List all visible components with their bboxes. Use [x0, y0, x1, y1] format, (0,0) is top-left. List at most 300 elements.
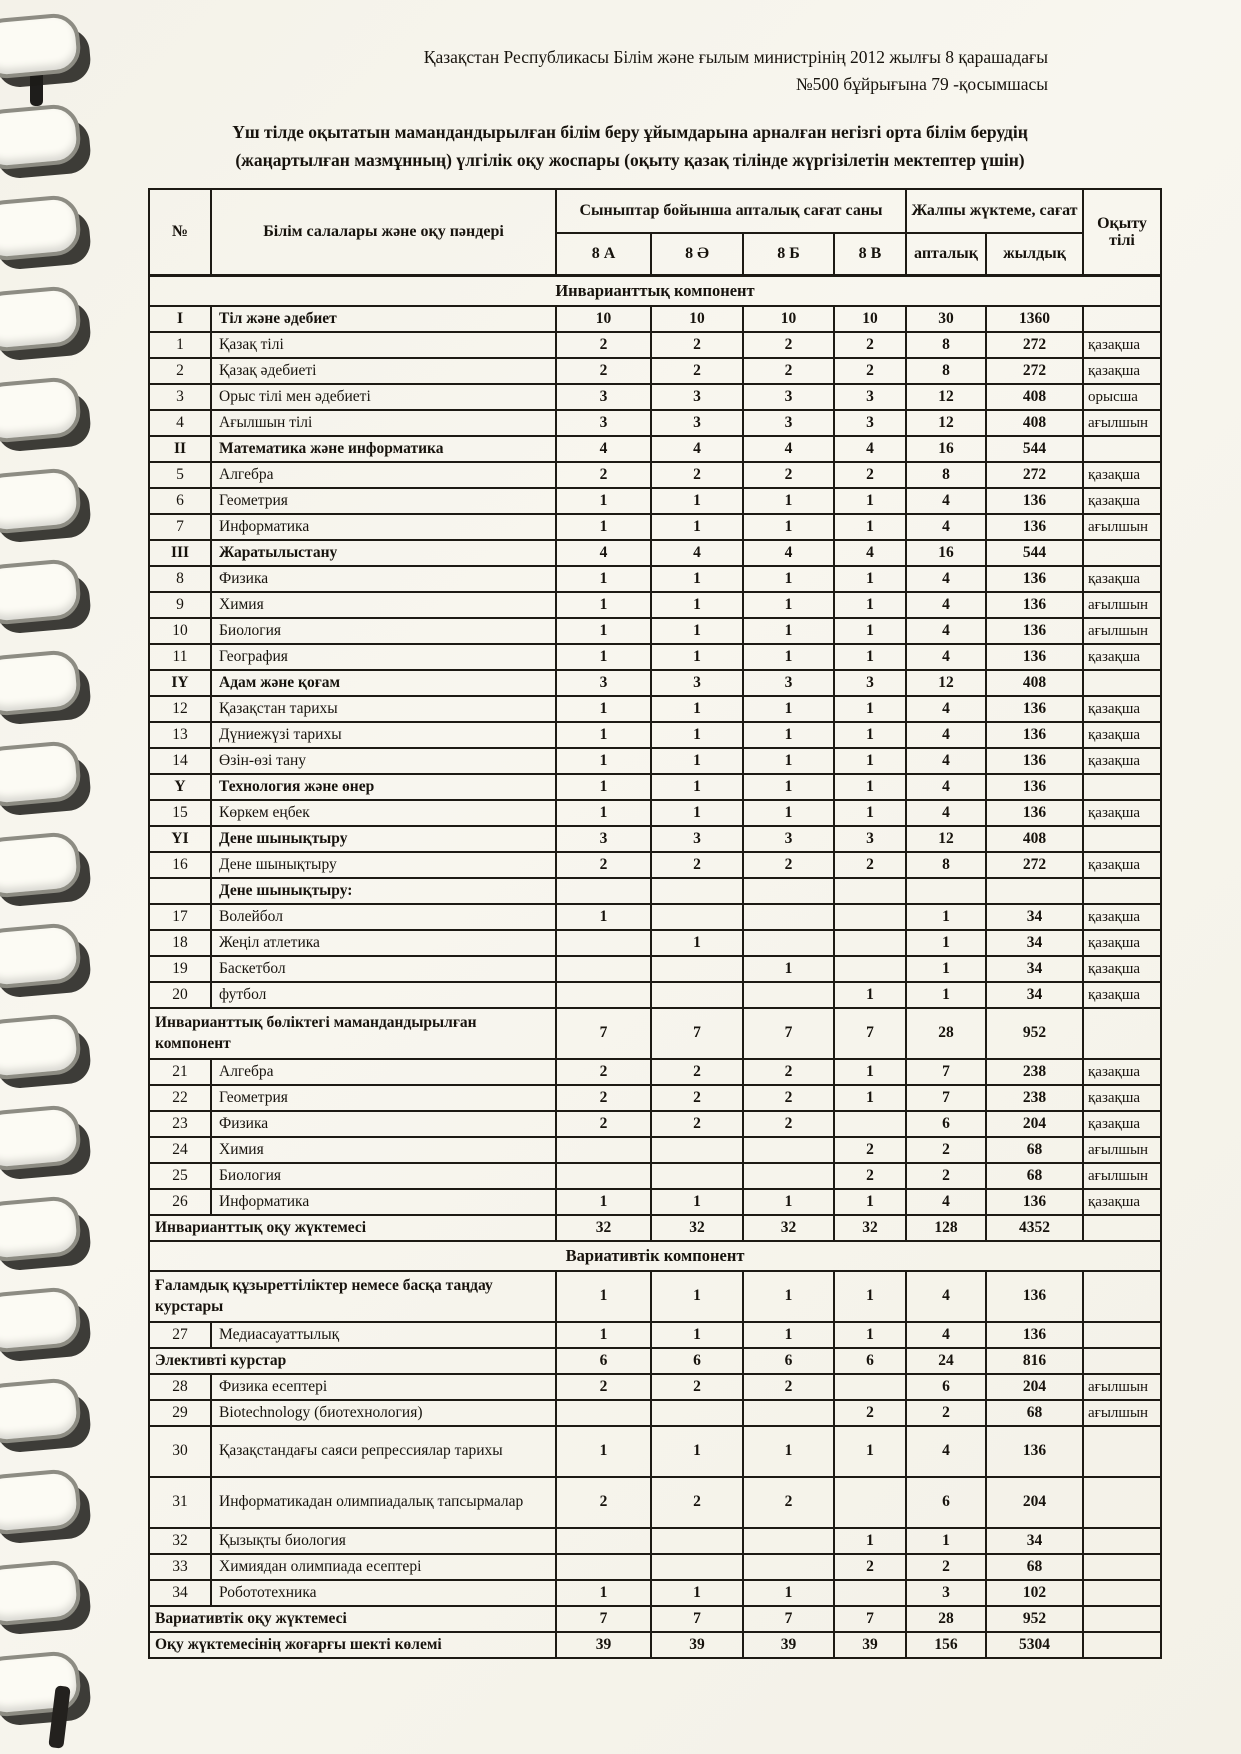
hours-cell-8a2: 3 [651, 384, 743, 410]
hours-cell-8v: 2 [834, 462, 906, 488]
weekly-total-cell: 30 [906, 306, 986, 332]
hours-cell-8v: 2 [834, 1137, 906, 1163]
row-number-cell: 7 [149, 514, 211, 540]
hours-cell-8v [834, 904, 906, 930]
hours-cell-8a2: 6 [651, 1348, 743, 1374]
weekly-total-cell: 4 [906, 1322, 986, 1348]
hours-cell-8v: 1 [834, 1271, 906, 1322]
hours-cell-8a: 1 [556, 774, 651, 800]
hours-cell-8v: 4 [834, 436, 906, 462]
language-cell: қазақша [1083, 800, 1161, 826]
language-cell [1083, 1606, 1161, 1632]
hours-cell-8a2: 2 [651, 1111, 743, 1137]
subject-cell: Дүниежүзі тарихы [211, 722, 556, 748]
yearly-total-cell: 952 [986, 1606, 1083, 1632]
language-cell: қазақша [1083, 982, 1161, 1008]
table-row [149, 1008, 1161, 1059]
hours-cell-8b: 6 [743, 1348, 834, 1374]
hours-cell-8b: 2 [743, 852, 834, 878]
row-number-cell: 29 [149, 1400, 211, 1426]
col-header-weekly: апталық [906, 233, 986, 276]
col-header-language: Оқыту тілі [1083, 189, 1161, 276]
weekly-total-cell: 8 [906, 852, 986, 878]
row-number-cell: 28 [149, 1374, 211, 1400]
subject-cell: Математика және информатика [211, 436, 556, 462]
hours-cell-8b [743, 1554, 834, 1580]
hours-cell-8b: 3 [743, 410, 834, 436]
table-row [149, 1215, 1161, 1241]
hours-cell-8b: 1 [743, 488, 834, 514]
language-cell: қазақша [1083, 1085, 1161, 1111]
subject-cell: Информатика [211, 1189, 556, 1215]
hours-cell-8b: 2 [743, 358, 834, 384]
hours-cell-8v: 2 [834, 1400, 906, 1426]
hours-cell-8a [556, 982, 651, 1008]
col-header-number: № [149, 189, 211, 276]
language-cell [1083, 878, 1161, 904]
language-cell [1083, 1632, 1161, 1658]
row-number-cell: III [149, 540, 211, 566]
row-number-cell: 4 [149, 410, 211, 436]
hours-cell-8a2: 2 [651, 1059, 743, 1085]
table-row [149, 1163, 1161, 1189]
hours-cell-8v: 10 [834, 306, 906, 332]
row-number-cell: 14 [149, 748, 211, 774]
language-cell: қазақша [1083, 722, 1161, 748]
subject-cell: Информатика [211, 514, 556, 540]
row-number-cell: 26 [149, 1189, 211, 1215]
table-row [149, 1632, 1161, 1658]
hours-cell-8a2 [651, 1528, 743, 1554]
hours-cell-8v: 6 [834, 1348, 906, 1374]
weekly-total-cell: 6 [906, 1111, 986, 1137]
language-cell: қазақша [1083, 1059, 1161, 1085]
language-cell: ағылшын [1083, 592, 1161, 618]
yearly-total-cell: 68 [986, 1400, 1083, 1426]
table-row [149, 1554, 1161, 1580]
weekly-total-cell: 6 [906, 1477, 986, 1528]
subject-cell: Орыс тілі мен әдебиеті [211, 384, 556, 410]
hours-cell-8a: 1 [556, 800, 651, 826]
hours-cell-8v: 1 [834, 1085, 906, 1111]
hours-cell-8a: 1 [556, 514, 651, 540]
hours-cell-8a: 2 [556, 1059, 651, 1085]
yearly-total-cell: 272 [986, 462, 1083, 488]
table-row [149, 1137, 1161, 1163]
yearly-total-cell: 5304 [986, 1632, 1083, 1658]
hours-cell-8v: 2 [834, 852, 906, 878]
hours-cell-8b: 2 [743, 462, 834, 488]
hours-cell-8v [834, 1111, 906, 1137]
hours-cell-8v: 1 [834, 696, 906, 722]
weekly-total-cell: 1 [906, 982, 986, 1008]
subject-cell: Волейбол [211, 904, 556, 930]
hours-cell-8b [743, 982, 834, 1008]
hours-cell-8v: 3 [834, 670, 906, 696]
hours-cell-8a: 10 [556, 306, 651, 332]
hours-cell-8a: 2 [556, 852, 651, 878]
hours-cell-8a: 2 [556, 1085, 651, 1111]
language-cell: қазақша [1083, 462, 1161, 488]
language-cell [1083, 306, 1161, 332]
subject-cell: футбол [211, 982, 556, 1008]
hours-cell-8b: 2 [743, 1374, 834, 1400]
hours-cell-8v [834, 956, 906, 982]
hours-cell-8b: 1 [743, 1580, 834, 1606]
yearly-total-cell: 68 [986, 1163, 1083, 1189]
table-row [149, 462, 1161, 488]
hours-cell-8a: 2 [556, 1477, 651, 1528]
hours-cell-8b: 1 [743, 1189, 834, 1215]
language-cell: орысша [1083, 384, 1161, 410]
language-cell: қазақша [1083, 930, 1161, 956]
hours-cell-8b [743, 904, 834, 930]
row-number-cell: 27 [149, 1322, 211, 1348]
yearly-total-cell: 952 [986, 1008, 1083, 1059]
yearly-total-cell: 4352 [986, 1215, 1083, 1241]
table-row [149, 1059, 1161, 1085]
subject-cell: Химия [211, 592, 556, 618]
hours-cell-8a: 1 [556, 488, 651, 514]
yearly-total-cell: 408 [986, 826, 1083, 852]
language-cell [1083, 1271, 1161, 1322]
row-number-cell: 15 [149, 800, 211, 826]
table-row [149, 1580, 1161, 1606]
section-row [149, 1241, 1161, 1271]
weekly-total-cell: 7 [906, 1059, 986, 1085]
hours-cell-8a [556, 956, 651, 982]
hours-cell-8b: 1 [743, 1322, 834, 1348]
table-row [149, 904, 1161, 930]
hours-cell-8a2: 2 [651, 1477, 743, 1528]
hours-cell-8v: 1 [834, 644, 906, 670]
hours-cell-8a: 4 [556, 436, 651, 462]
weekly-total-cell: 12 [906, 670, 986, 696]
hours-cell-8v: 1 [834, 1528, 906, 1554]
hours-cell-8b: 1 [743, 592, 834, 618]
weekly-total-cell: 4 [906, 566, 986, 592]
group-label-cell: Ғаламдық құзыреттіліктер немесе басқа таңдау курстары [149, 1271, 556, 1322]
language-cell: ағылшын [1083, 514, 1161, 540]
hours-cell-8a2: 2 [651, 332, 743, 358]
hours-cell-8v: 7 [834, 1606, 906, 1632]
yearly-total-cell: 204 [986, 1477, 1083, 1528]
hours-cell-8a: 2 [556, 1111, 651, 1137]
hours-cell-8a2: 1 [651, 1322, 743, 1348]
hours-cell-8v [834, 930, 906, 956]
yearly-total-cell: 816 [986, 1348, 1083, 1374]
yearly-total-cell: 136 [986, 592, 1083, 618]
hours-cell-8b: 1 [743, 774, 834, 800]
binding-ring [0, 1377, 82, 1445]
hours-cell-8a: 7 [556, 1008, 651, 1059]
table-row [149, 332, 1161, 358]
weekly-total-cell: 1 [906, 956, 986, 982]
subject-cell: Робототехника [211, 1580, 556, 1606]
table-row [149, 644, 1161, 670]
table-row [149, 1400, 1161, 1426]
hours-cell-8a: 1 [556, 1322, 651, 1348]
language-cell [1083, 436, 1161, 462]
yearly-total-cell: 34 [986, 930, 1083, 956]
language-cell [1083, 1554, 1161, 1580]
subject-cell: Biotechnology (биотехнология) [211, 1400, 556, 1426]
hours-cell-8b [743, 1163, 834, 1189]
hours-cell-8v: 2 [834, 1163, 906, 1189]
hours-cell-8v: 2 [834, 332, 906, 358]
hours-cell-8v: 3 [834, 826, 906, 852]
binding-ring [0, 1286, 82, 1354]
yearly-total-cell: 204 [986, 1111, 1083, 1137]
hours-cell-8v: 1 [834, 1059, 906, 1085]
yearly-total-cell: 136 [986, 488, 1083, 514]
yearly-total-cell: 136 [986, 1189, 1083, 1215]
language-cell: қазақша [1083, 956, 1161, 982]
hours-cell-8a: 1 [556, 748, 651, 774]
hours-cell-8a2 [651, 1163, 743, 1189]
subject-cell: Физика есептері [211, 1374, 556, 1400]
hours-cell-8b [743, 878, 834, 904]
yearly-total-cell: 136 [986, 514, 1083, 540]
hours-cell-8a [556, 1554, 651, 1580]
binding-ring [0, 1013, 82, 1081]
table-row [149, 722, 1161, 748]
subject-cell: Технология және өнер [211, 774, 556, 800]
hours-cell-8a2 [651, 1137, 743, 1163]
hours-cell-8a: 1 [556, 1426, 651, 1477]
col-header-class-8b: 8 Б [743, 233, 834, 276]
hours-cell-8b: 7 [743, 1606, 834, 1632]
yearly-total-cell: 136 [986, 644, 1083, 670]
weekly-total-cell: 28 [906, 1606, 986, 1632]
weekly-total-cell: 2 [906, 1163, 986, 1189]
yearly-total-cell: 34 [986, 982, 1083, 1008]
language-cell [1083, 1322, 1161, 1348]
hours-cell-8v [834, 1580, 906, 1606]
table-row [149, 956, 1161, 982]
language-cell [1083, 670, 1161, 696]
subject-cell: Қызықты биология [211, 1528, 556, 1554]
hours-cell-8a: 2 [556, 1374, 651, 1400]
binding-ring [0, 376, 82, 444]
row-number-cell: 33 [149, 1554, 211, 1580]
hours-cell-8v [834, 1477, 906, 1528]
hours-cell-8v: 1 [834, 1322, 906, 1348]
subject-cell: Физика [211, 1111, 556, 1137]
yearly-total-cell: 136 [986, 1426, 1083, 1477]
hours-cell-8a: 3 [556, 384, 651, 410]
row-number-cell: IY [149, 670, 211, 696]
binding-ring [0, 103, 82, 171]
binding-ring [0, 922, 82, 990]
table-row [149, 800, 1161, 826]
row-number-cell: 32 [149, 1528, 211, 1554]
hours-cell-8a2: 39 [651, 1632, 743, 1658]
language-cell [1083, 1426, 1161, 1477]
weekly-total-cell: 4 [906, 774, 986, 800]
hours-cell-8a: 6 [556, 1348, 651, 1374]
row-number-cell: 9 [149, 592, 211, 618]
hours-cell-8a: 1 [556, 904, 651, 930]
table-row [149, 384, 1161, 410]
hours-cell-8v: 7 [834, 1008, 906, 1059]
language-cell [1083, 826, 1161, 852]
language-cell: ағылшын [1083, 618, 1161, 644]
hours-cell-8a [556, 1400, 651, 1426]
hours-cell-8a2: 3 [651, 410, 743, 436]
col-header-class-8a: 8 А [556, 233, 651, 276]
hours-cell-8a2: 2 [651, 852, 743, 878]
hours-cell-8a: 1 [556, 722, 651, 748]
group-label-cell: Элективті курстар [149, 1348, 556, 1374]
hours-cell-8a2: 1 [651, 618, 743, 644]
hours-cell-8a2: 1 [651, 748, 743, 774]
hours-cell-8b: 7 [743, 1008, 834, 1059]
hours-cell-8a: 1 [556, 1580, 651, 1606]
hours-cell-8a: 1 [556, 1271, 651, 1322]
hours-cell-8a2: 1 [651, 774, 743, 800]
hours-cell-8b: 2 [743, 1085, 834, 1111]
subject-cell: Өзін-өзі тану [211, 748, 556, 774]
weekly-total-cell: 16 [906, 436, 986, 462]
weekly-total-cell: 4 [906, 644, 986, 670]
weekly-total-cell: 4 [906, 800, 986, 826]
weekly-total-cell: 4 [906, 1189, 986, 1215]
hours-cell-8a: 2 [556, 358, 651, 384]
table-row [149, 826, 1161, 852]
yearly-total-cell: 136 [986, 748, 1083, 774]
weekly-total-cell: 1 [906, 904, 986, 930]
binding-ring [0, 1559, 82, 1627]
binding-ring [0, 740, 82, 808]
row-number-cell [149, 878, 211, 904]
yearly-total-cell: 136 [986, 566, 1083, 592]
group-label-cell: Оқу жүктемесінің жоғарғы шекті көлемі [149, 1632, 556, 1658]
yearly-total-cell: 1360 [986, 306, 1083, 332]
binding-ring [0, 1104, 82, 1172]
hours-cell-8a2: 1 [651, 566, 743, 592]
binding-ring [0, 12, 82, 80]
hours-cell-8a2: 2 [651, 1374, 743, 1400]
subject-cell: Қазақ әдебиеті [211, 358, 556, 384]
hours-cell-8a2: 1 [651, 696, 743, 722]
binding-ring [0, 194, 82, 262]
hours-cell-8b: 3 [743, 826, 834, 852]
subject-cell: Дене шынықтыру: [211, 878, 556, 904]
weekly-total-cell: 128 [906, 1215, 986, 1241]
table-row [149, 748, 1161, 774]
col-header-yearly: жылдық [986, 233, 1083, 276]
yearly-total-cell [986, 878, 1083, 904]
hours-cell-8b: 1 [743, 1426, 834, 1477]
yearly-total-cell: 136 [986, 618, 1083, 644]
hours-cell-8b: 3 [743, 384, 834, 410]
row-number-cell: 23 [149, 1111, 211, 1137]
table-row [149, 540, 1161, 566]
subject-cell: Адам және қоғам [211, 670, 556, 696]
yearly-total-cell: 408 [986, 384, 1083, 410]
weekly-total-cell: 2 [906, 1137, 986, 1163]
hours-cell-8b: 1 [743, 1271, 834, 1322]
hours-cell-8v [834, 1374, 906, 1400]
weekly-total-cell: 4 [906, 1426, 986, 1477]
weekly-total-cell: 4 [906, 618, 986, 644]
hours-cell-8a2: 1 [651, 644, 743, 670]
approval-note-line2: №500 бұйрығына 79 -қосымшасы [795, 74, 1048, 95]
hours-cell-8v [834, 878, 906, 904]
hours-cell-8b: 32 [743, 1215, 834, 1241]
weekly-total-cell: 12 [906, 410, 986, 436]
hours-cell-8a2: 1 [651, 592, 743, 618]
hours-cell-8v: 1 [834, 800, 906, 826]
subject-cell: Жаратылыстану [211, 540, 556, 566]
table-row [149, 436, 1161, 462]
subject-cell: Қазақстандағы саяси репрессиялар тарихы [211, 1426, 556, 1477]
table-row [149, 566, 1161, 592]
hours-cell-8a2: 3 [651, 826, 743, 852]
table-row [149, 306, 1161, 332]
weekly-total-cell: 2 [906, 1554, 986, 1580]
row-number-cell: 8 [149, 566, 211, 592]
hours-cell-8b [743, 930, 834, 956]
language-cell [1083, 1215, 1161, 1241]
language-cell: ағылшын [1083, 1163, 1161, 1189]
table-row [149, 1271, 1161, 1322]
row-number-cell: 1 [149, 332, 211, 358]
language-cell: қазақша [1083, 644, 1161, 670]
hours-cell-8a: 3 [556, 670, 651, 696]
language-cell: қазақша [1083, 696, 1161, 722]
hours-cell-8a: 1 [556, 566, 651, 592]
hours-cell-8a2: 10 [651, 306, 743, 332]
hours-cell-8a2: 1 [651, 722, 743, 748]
language-cell [1083, 1348, 1161, 1374]
table-row [149, 1322, 1161, 1348]
hours-cell-8b: 1 [743, 722, 834, 748]
row-number-cell: Y [149, 774, 211, 800]
hours-cell-8v: 1 [834, 618, 906, 644]
row-number-cell: 19 [149, 956, 211, 982]
yearly-total-cell: 34 [986, 1528, 1083, 1554]
row-number-cell: 34 [149, 1580, 211, 1606]
binding-ring [0, 649, 82, 717]
table-row [149, 1348, 1161, 1374]
binding-ring [0, 831, 82, 899]
hours-cell-8a2: 4 [651, 540, 743, 566]
section-label: Вариативтік компонент [149, 1241, 1161, 1271]
language-cell: қазақша [1083, 748, 1161, 774]
table-row [149, 852, 1161, 878]
hours-cell-8a: 4 [556, 540, 651, 566]
table-row [149, 930, 1161, 956]
weekly-total-cell: 3 [906, 1580, 986, 1606]
table-row [149, 1374, 1161, 1400]
table-header [149, 189, 1161, 276]
table-row [149, 670, 1161, 696]
language-cell: қазақша [1083, 1111, 1161, 1137]
language-cell: қазақша [1083, 1189, 1161, 1215]
hours-cell-8b: 1 [743, 696, 834, 722]
hours-cell-8a2: 7 [651, 1008, 743, 1059]
row-number-cell: 31 [149, 1477, 211, 1528]
yearly-total-cell: 34 [986, 904, 1083, 930]
language-cell: ағылшын [1083, 410, 1161, 436]
hours-cell-8v: 1 [834, 566, 906, 592]
weekly-total-cell: 1 [906, 1528, 986, 1554]
hours-cell-8a2 [651, 904, 743, 930]
hours-cell-8a [556, 1137, 651, 1163]
row-number-cell: 18 [149, 930, 211, 956]
